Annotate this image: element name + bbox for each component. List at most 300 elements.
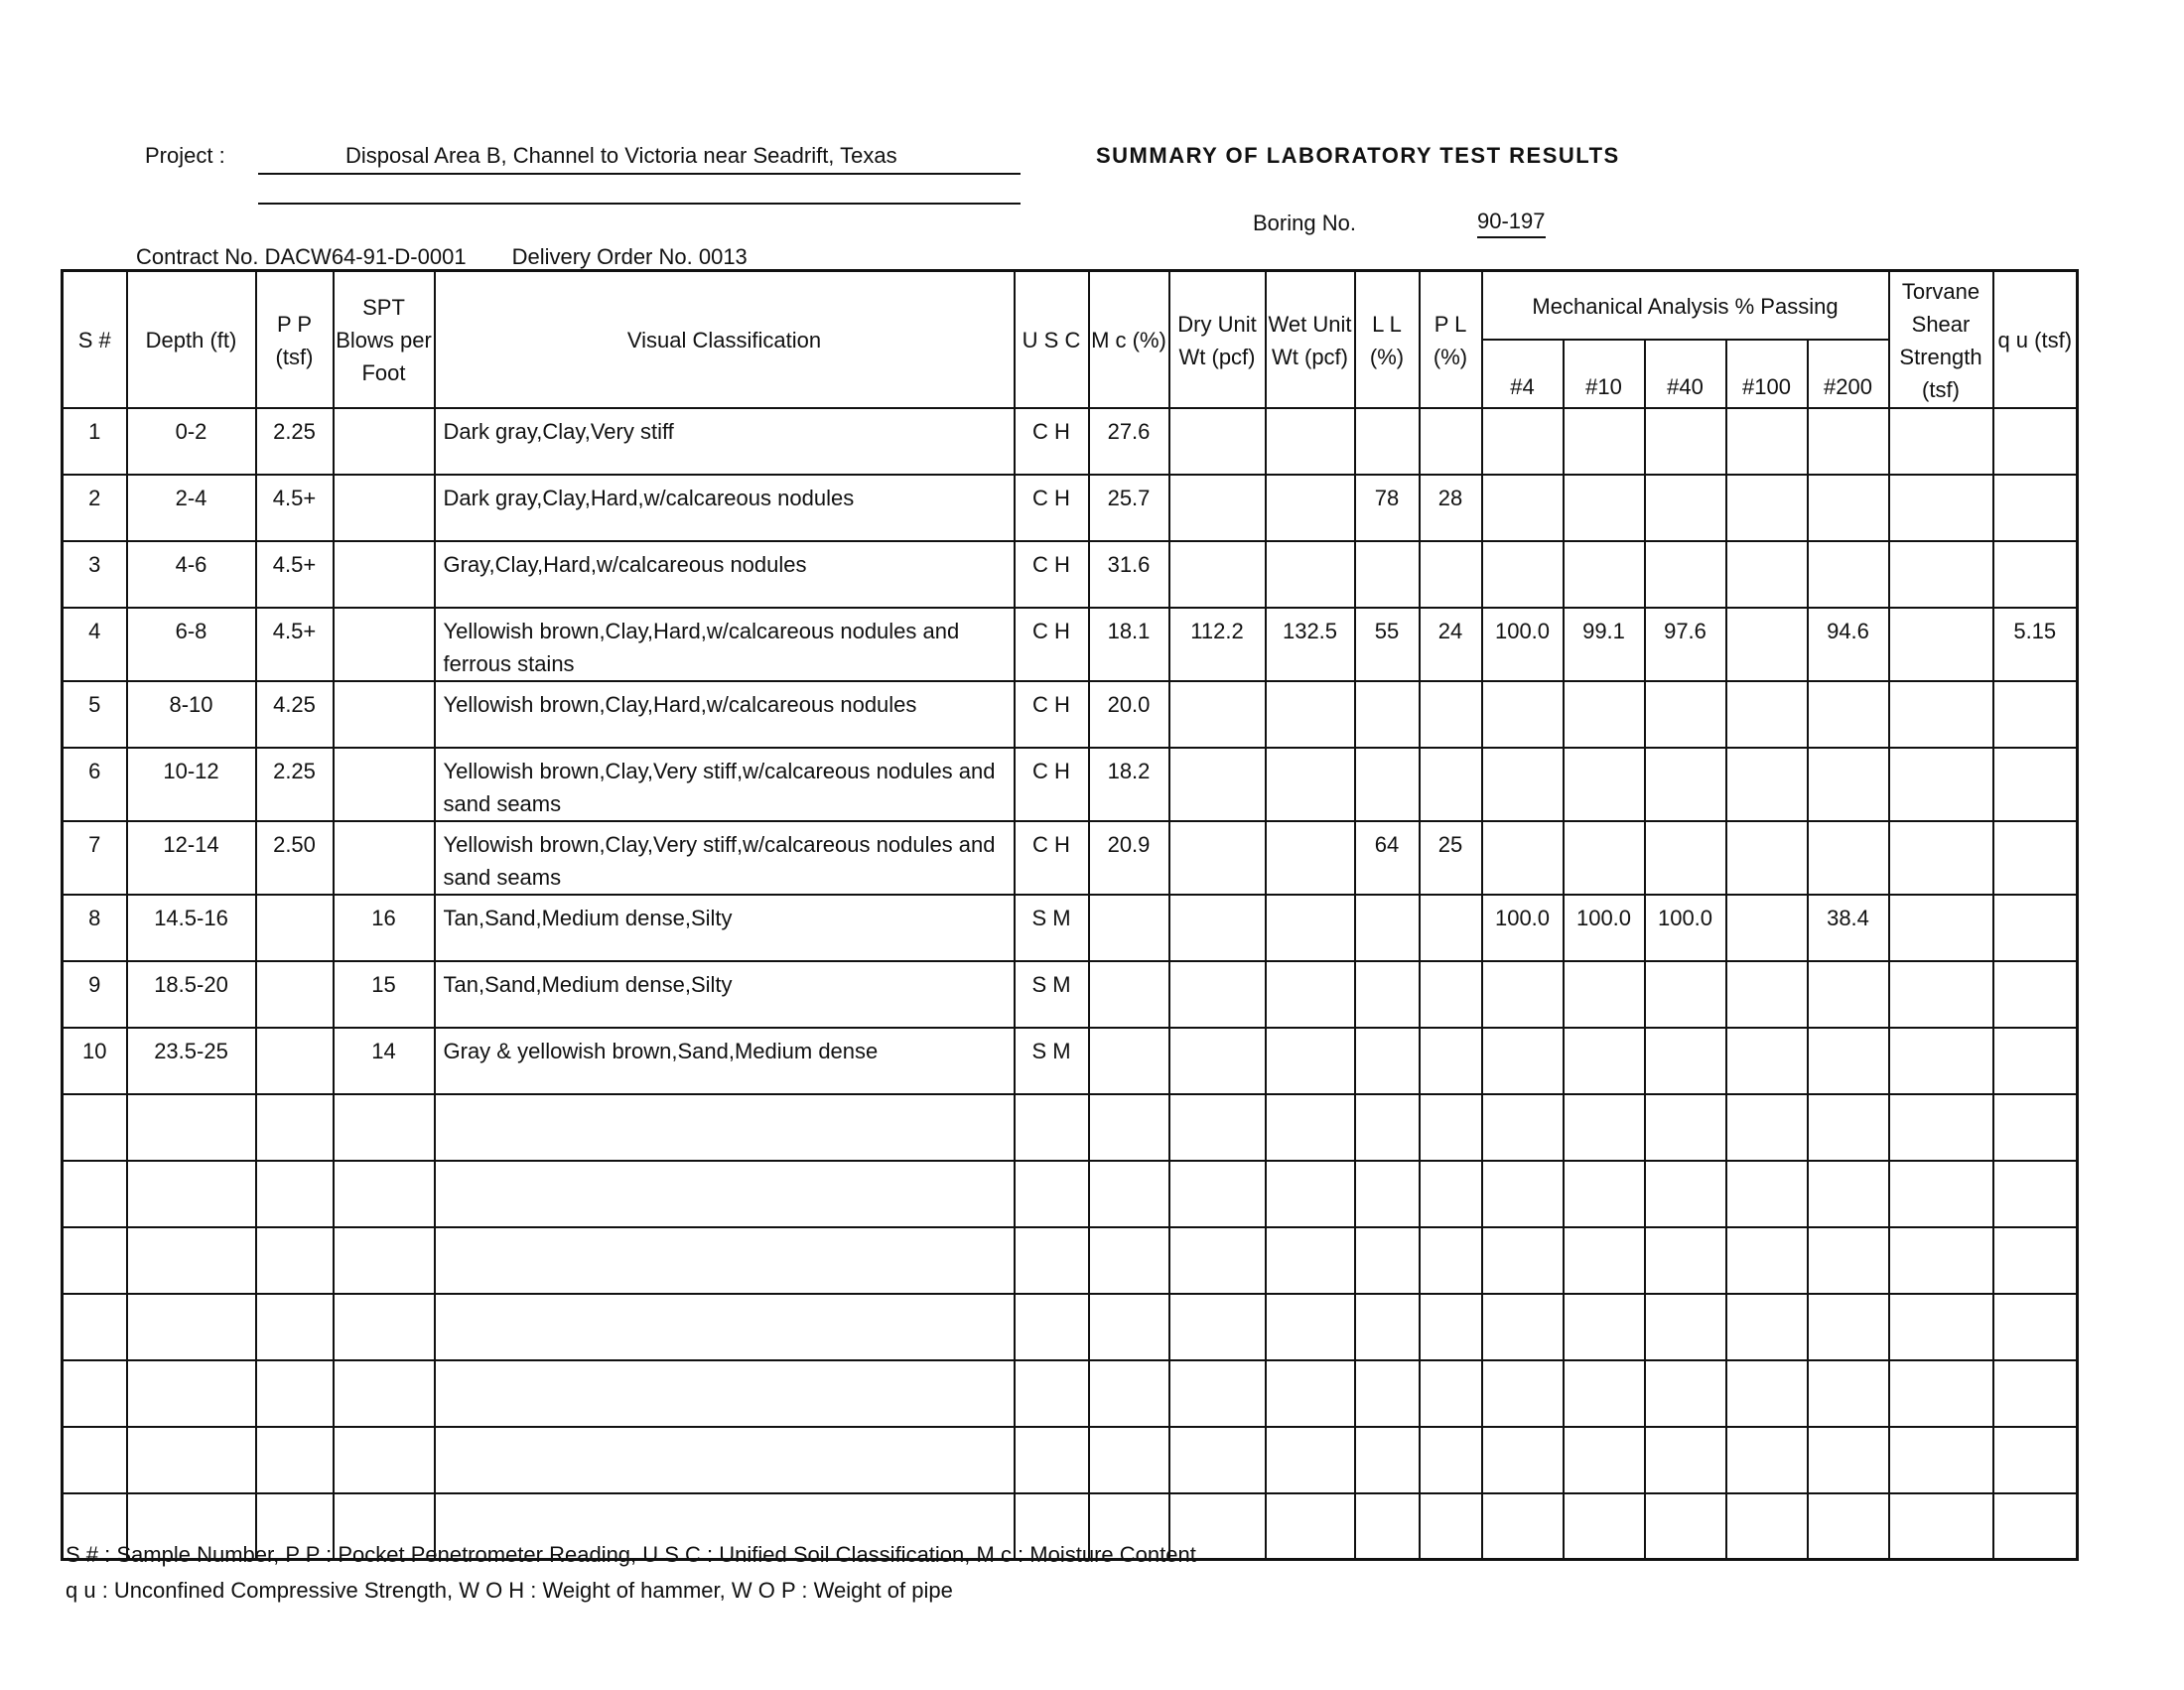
empty-cell <box>256 1161 334 1227</box>
empty-cell <box>1266 1227 1355 1294</box>
empty-cell <box>1266 1427 1355 1493</box>
empty-cell <box>63 1360 127 1427</box>
cell-torvane <box>1889 1028 1993 1094</box>
cell-s200 <box>1808 475 1889 541</box>
header-pl: P L (%) <box>1420 271 1482 408</box>
empty-row <box>63 1360 2078 1427</box>
empty-cell <box>1089 1294 1169 1360</box>
cell-wet <box>1266 1028 1355 1094</box>
cell-pl: 28 <box>1420 475 1482 541</box>
empty-cell <box>435 1427 1015 1493</box>
empty-cell <box>1169 1360 1266 1427</box>
header-mechanical-analysis: Mechanical Analysis % Passing <box>1482 271 1889 340</box>
cell-s40 <box>1645 541 1726 608</box>
cell-torvane <box>1889 821 1993 895</box>
cell-pl: 25 <box>1420 821 1482 895</box>
empty-cell <box>334 1094 435 1161</box>
cell-pl <box>1420 541 1482 608</box>
empty-cell <box>1089 1427 1169 1493</box>
cell-s10 <box>1564 541 1645 608</box>
empty-cell <box>1355 1294 1420 1360</box>
empty-row <box>63 1094 2078 1161</box>
cell-s200 <box>1808 961 1889 1028</box>
cell-usc: C H <box>1015 541 1089 608</box>
empty-cell <box>256 1094 334 1161</box>
empty-cell <box>127 1427 256 1493</box>
header-ll: L L (%) <box>1355 271 1420 408</box>
empty-cell <box>1726 1294 1808 1360</box>
cell-s4 <box>1482 408 1564 475</box>
cell-pl <box>1420 961 1482 1028</box>
empty-cell <box>1564 1294 1645 1360</box>
cell-spt: 16 <box>334 895 435 961</box>
empty-cell <box>435 1161 1015 1227</box>
header-sieve-4: #4 <box>1482 340 1564 408</box>
cell-s100 <box>1726 748 1808 821</box>
table-row <box>63 821 2078 895</box>
cell-s: 6 <box>63 748 127 821</box>
cell-s4 <box>1482 961 1564 1028</box>
cell-mc: 18.1 <box>1089 608 1169 681</box>
cell-s4 <box>1482 475 1564 541</box>
cell-s4 <box>1482 821 1564 895</box>
cell-mc: 25.7 <box>1089 475 1169 541</box>
cell-desc: Dark gray,Clay,Very stiff <box>435 408 1015 475</box>
cell-s100 <box>1726 821 1808 895</box>
header-sieve-10: #10 <box>1564 340 1645 408</box>
cell-pl <box>1420 748 1482 821</box>
empty-cell <box>63 1227 127 1294</box>
cell-s10: 99.1 <box>1564 608 1645 681</box>
cell-spt <box>334 475 435 541</box>
empty-cell <box>1355 1427 1420 1493</box>
cell-desc: Gray,Clay,Hard,w/calcareous nodules <box>435 541 1015 608</box>
cell-ll <box>1355 748 1420 821</box>
empty-cell <box>1808 1360 1889 1427</box>
cell-qu <box>1993 961 2078 1028</box>
cell-s: 10 <box>63 1028 127 1094</box>
empty-cell <box>334 1427 435 1493</box>
table-row <box>63 748 2078 821</box>
cell-ll: 78 <box>1355 475 1420 541</box>
cell-s: 9 <box>63 961 127 1028</box>
cell-qu <box>1993 748 2078 821</box>
empty-cell <box>1169 1227 1266 1294</box>
empty-cell <box>1169 1161 1266 1227</box>
empty-cell <box>1266 1161 1355 1227</box>
cell-pp <box>256 961 334 1028</box>
empty-cell <box>1355 1161 1420 1227</box>
empty-cell <box>1355 1493 1420 1560</box>
cell-spt <box>334 681 435 748</box>
cell-usc: C H <box>1015 475 1089 541</box>
cell-s100 <box>1726 475 1808 541</box>
empty-cell <box>256 1427 334 1493</box>
empty-cell <box>1808 1493 1889 1560</box>
empty-cell <box>1564 1427 1645 1493</box>
cell-mc: 27.6 <box>1089 408 1169 475</box>
cell-spt <box>334 541 435 608</box>
cell-spt: 14 <box>334 1028 435 1094</box>
cell-usc: C H <box>1015 748 1089 821</box>
cell-depth: 8-10 <box>127 681 256 748</box>
cell-s4 <box>1482 748 1564 821</box>
empty-cell <box>1169 1094 1266 1161</box>
cell-depth: 10-12 <box>127 748 256 821</box>
empty-cell <box>1266 1094 1355 1161</box>
cell-desc: Tan,Sand,Medium dense,Silty <box>435 961 1015 1028</box>
empty-cell <box>1889 1493 1993 1560</box>
cell-s40 <box>1645 475 1726 541</box>
cell-pl <box>1420 895 1482 961</box>
cell-pl <box>1420 681 1482 748</box>
empty-cell <box>127 1094 256 1161</box>
empty-cell <box>1645 1161 1726 1227</box>
cell-ll: 64 <box>1355 821 1420 895</box>
empty-cell <box>1015 1360 1089 1427</box>
empty-cell <box>1645 1493 1726 1560</box>
empty-cell <box>1889 1094 1993 1161</box>
cell-wet <box>1266 895 1355 961</box>
results-body <box>63 408 2078 1560</box>
empty-cell <box>1482 1294 1564 1360</box>
cell-spt <box>334 608 435 681</box>
empty-cell <box>127 1294 256 1360</box>
cell-mc <box>1089 1028 1169 1094</box>
cell-pp: 4.25 <box>256 681 334 748</box>
empty-cell <box>1089 1161 1169 1227</box>
cell-dry <box>1169 748 1266 821</box>
lab-results-table <box>61 269 2079 1561</box>
cell-pp: 4.5+ <box>256 475 334 541</box>
table-row <box>63 681 2078 748</box>
table-row <box>63 895 2078 961</box>
empty-cell <box>1355 1360 1420 1427</box>
empty-cell <box>1266 1493 1355 1560</box>
cell-ll: 55 <box>1355 608 1420 681</box>
empty-cell <box>1889 1227 1993 1294</box>
empty-cell <box>1420 1360 1482 1427</box>
empty-cell <box>1726 1094 1808 1161</box>
empty-cell <box>1089 1360 1169 1427</box>
empty-cell <box>1015 1427 1089 1493</box>
empty-cell <box>435 1227 1015 1294</box>
header-wet-unit-wt: Wet Unit Wt (pcf) <box>1266 271 1355 408</box>
empty-cell <box>1889 1161 1993 1227</box>
cell-s40 <box>1645 821 1726 895</box>
cell-s200: 94.6 <box>1808 608 1889 681</box>
legend-line-1: S # : Sample Number, P P : Pocket Penetrometer Reading, U S C : Unified Soil Classification, M c : Moisture Content <box>66 1542 1196 1567</box>
empty-cell <box>127 1227 256 1294</box>
header-sieve-40: #40 <box>1645 340 1726 408</box>
empty-cell <box>1355 1227 1420 1294</box>
empty-cell <box>1808 1227 1889 1294</box>
cell-s: 7 <box>63 821 127 895</box>
cell-torvane <box>1889 748 1993 821</box>
cell-desc: Tan,Sand,Medium dense,Silty <box>435 895 1015 961</box>
empty-cell <box>1420 1493 1482 1560</box>
cell-s10 <box>1564 961 1645 1028</box>
empty-cell <box>1645 1094 1726 1161</box>
legend-line-2: q u : Unconfined Compressive Strength, W O H : Weight of hammer, W O P : Weight of pipe <box>66 1578 953 1603</box>
cell-s4 <box>1482 541 1564 608</box>
empty-cell <box>435 1094 1015 1161</box>
cell-wet: 132.5 <box>1266 608 1355 681</box>
cell-pl <box>1420 408 1482 475</box>
table-row <box>63 1028 2078 1094</box>
table-row <box>63 608 2078 681</box>
cell-dry <box>1169 821 1266 895</box>
cell-desc: Yellowish brown,Clay,Hard,w/calcareous nodules <box>435 681 1015 748</box>
empty-cell <box>1420 1294 1482 1360</box>
table-row <box>63 541 2078 608</box>
empty-cell <box>1015 1094 1089 1161</box>
empty-cell <box>435 1294 1015 1360</box>
cell-torvane <box>1889 895 1993 961</box>
cell-s10 <box>1564 408 1645 475</box>
empty-cell <box>1993 1360 2078 1427</box>
empty-cell <box>1808 1094 1889 1161</box>
cell-dry <box>1169 475 1266 541</box>
empty-cell <box>127 1161 256 1227</box>
empty-cell <box>334 1360 435 1427</box>
cell-torvane <box>1889 608 1993 681</box>
cell-s200 <box>1808 748 1889 821</box>
empty-cell <box>1645 1360 1726 1427</box>
cell-s200 <box>1808 408 1889 475</box>
cell-s40: 100.0 <box>1645 895 1726 961</box>
cell-s100 <box>1726 541 1808 608</box>
empty-cell <box>1808 1161 1889 1227</box>
cell-torvane <box>1889 408 1993 475</box>
cell-s40 <box>1645 681 1726 748</box>
empty-cell <box>1355 1094 1420 1161</box>
cell-usc: C H <box>1015 608 1089 681</box>
header-depth: Depth (ft) <box>127 271 256 408</box>
project-underline <box>258 203 1021 205</box>
empty-cell <box>1420 1094 1482 1161</box>
contract-number: Contract No. DACW64-91-D-0001 <box>136 244 467 269</box>
cell-usc: C H <box>1015 821 1089 895</box>
project-name: Disposal Area B, Channel to Victoria near Seadrift, Texas <box>258 143 1021 175</box>
cell-ll <box>1355 961 1420 1028</box>
cell-desc: Dark gray,Clay,Hard,w/calcareous nodules <box>435 475 1015 541</box>
empty-cell <box>1089 1094 1169 1161</box>
cell-s10 <box>1564 821 1645 895</box>
empty-cell <box>1726 1360 1808 1427</box>
cell-desc: Gray & yellowish brown,Sand,Medium dense <box>435 1028 1015 1094</box>
cell-dry <box>1169 1028 1266 1094</box>
cell-s100 <box>1726 961 1808 1028</box>
empty-cell <box>334 1227 435 1294</box>
cell-depth: 6-8 <box>127 608 256 681</box>
header-torvane: Torvane Shear Strength (tsf) <box>1889 271 1993 408</box>
header-sample: S # <box>63 271 127 408</box>
cell-s10 <box>1564 475 1645 541</box>
cell-s10 <box>1564 681 1645 748</box>
empty-cell <box>1564 1094 1645 1161</box>
cell-s4: 100.0 <box>1482 895 1564 961</box>
empty-cell <box>256 1360 334 1427</box>
empty-cell <box>1889 1427 1993 1493</box>
cell-dry: 112.2 <box>1169 608 1266 681</box>
empty-row <box>63 1294 2078 1360</box>
cell-s100 <box>1726 408 1808 475</box>
cell-wet <box>1266 541 1355 608</box>
cell-ll <box>1355 408 1420 475</box>
cell-s4: 100.0 <box>1482 608 1564 681</box>
cell-pp <box>256 1028 334 1094</box>
cell-pp <box>256 895 334 961</box>
cell-s: 2 <box>63 475 127 541</box>
cell-depth: 18.5-20 <box>127 961 256 1028</box>
cell-qu <box>1993 1028 2078 1094</box>
empty-cell <box>1993 1493 2078 1560</box>
project-label: Project : <box>145 143 225 168</box>
cell-s100 <box>1726 1028 1808 1094</box>
empty-cell <box>1993 1094 2078 1161</box>
cell-s200 <box>1808 821 1889 895</box>
empty-cell <box>1482 1161 1564 1227</box>
cell-dry <box>1169 541 1266 608</box>
empty-cell <box>1726 1427 1808 1493</box>
cell-wet <box>1266 408 1355 475</box>
empty-cell <box>1482 1493 1564 1560</box>
boring-label: Boring No. <box>1253 211 1356 235</box>
cell-qu: 5.15 <box>1993 608 2078 681</box>
cell-s100 <box>1726 681 1808 748</box>
cell-s200 <box>1808 681 1889 748</box>
cell-s40 <box>1645 748 1726 821</box>
empty-cell <box>1808 1294 1889 1360</box>
cell-wet <box>1266 681 1355 748</box>
empty-cell <box>1420 1427 1482 1493</box>
cell-spt <box>334 821 435 895</box>
page-title: SUMMARY OF LABORATORY TEST RESULTS <box>1096 143 1620 168</box>
empty-cell <box>1993 1227 2078 1294</box>
empty-row <box>63 1161 2078 1227</box>
empty-cell <box>1889 1360 1993 1427</box>
cell-qu <box>1993 821 2078 895</box>
cell-s40 <box>1645 961 1726 1028</box>
empty-cell <box>1482 1227 1564 1294</box>
empty-cell <box>1564 1161 1645 1227</box>
cell-depth: 14.5-16 <box>127 895 256 961</box>
empty-cell <box>1889 1294 1993 1360</box>
cell-s4 <box>1482 681 1564 748</box>
empty-cell <box>1645 1294 1726 1360</box>
empty-cell <box>1564 1360 1645 1427</box>
header-spt: SPT Blows per Foot <box>334 271 435 408</box>
cell-s10 <box>1564 1028 1645 1094</box>
empty-cell <box>1726 1161 1808 1227</box>
header-sieve-100: #100 <box>1726 340 1808 408</box>
empty-cell <box>1015 1227 1089 1294</box>
cell-wet <box>1266 961 1355 1028</box>
cell-s4 <box>1482 1028 1564 1094</box>
cell-s200: 38.4 <box>1808 895 1889 961</box>
cell-s40 <box>1645 408 1726 475</box>
empty-cell <box>1993 1427 2078 1493</box>
cell-depth: 0-2 <box>127 408 256 475</box>
cell-usc: S M <box>1015 895 1089 961</box>
cell-ll <box>1355 541 1420 608</box>
empty-cell <box>1808 1427 1889 1493</box>
boring-number: 90-197 <box>1477 209 1546 238</box>
cell-s200 <box>1808 1028 1889 1094</box>
cell-ll <box>1355 895 1420 961</box>
header-usc: U S C <box>1015 271 1089 408</box>
cell-pp: 4.5+ <box>256 541 334 608</box>
cell-dry <box>1169 895 1266 961</box>
cell-pp: 4.5+ <box>256 608 334 681</box>
empty-row <box>63 1227 2078 1294</box>
empty-cell <box>127 1360 256 1427</box>
cell-desc: Yellowish brown,Clay,Very stiff,w/calcareous nodules and sand seams <box>435 748 1015 821</box>
empty-cell <box>435 1360 1015 1427</box>
cell-mc <box>1089 895 1169 961</box>
empty-cell <box>1726 1227 1808 1294</box>
empty-cell <box>1726 1493 1808 1560</box>
cell-qu <box>1993 895 2078 961</box>
empty-cell <box>1645 1427 1726 1493</box>
cell-torvane <box>1889 475 1993 541</box>
empty-cell <box>1089 1227 1169 1294</box>
empty-cell <box>1015 1161 1089 1227</box>
cell-mc <box>1089 961 1169 1028</box>
empty-cell <box>1482 1427 1564 1493</box>
cell-pp: 2.50 <box>256 821 334 895</box>
empty-cell <box>63 1294 127 1360</box>
header-mc: M c (%) <box>1089 271 1169 408</box>
cell-depth: 4-6 <box>127 541 256 608</box>
empty-cell <box>1482 1094 1564 1161</box>
cell-s: 3 <box>63 541 127 608</box>
empty-cell <box>256 1294 334 1360</box>
cell-wet <box>1266 821 1355 895</box>
empty-cell <box>334 1161 435 1227</box>
cell-wet <box>1266 475 1355 541</box>
cell-pp: 2.25 <box>256 748 334 821</box>
cell-qu <box>1993 408 2078 475</box>
header-dry-unit-wt: Dry Unit Wt (pcf) <box>1169 271 1266 408</box>
empty-cell <box>1169 1427 1266 1493</box>
cell-depth: 12-14 <box>127 821 256 895</box>
cell-qu <box>1993 681 2078 748</box>
empty-row <box>63 1427 2078 1493</box>
cell-mc: 20.0 <box>1089 681 1169 748</box>
empty-cell <box>1015 1294 1089 1360</box>
delivery-order: Delivery Order No. 0013 <box>511 244 748 269</box>
table-row <box>63 961 2078 1028</box>
cell-s40: 97.6 <box>1645 608 1726 681</box>
empty-cell <box>1266 1294 1355 1360</box>
cell-s40 <box>1645 1028 1726 1094</box>
cell-usc: C H <box>1015 408 1089 475</box>
cell-s: 8 <box>63 895 127 961</box>
cell-usc: S M <box>1015 1028 1089 1094</box>
cell-depth: 23.5-25 <box>127 1028 256 1094</box>
cell-s: 4 <box>63 608 127 681</box>
empty-cell <box>256 1227 334 1294</box>
empty-cell <box>1420 1227 1482 1294</box>
cell-spt: 15 <box>334 961 435 1028</box>
cell-s100 <box>1726 608 1808 681</box>
empty-cell <box>1420 1161 1482 1227</box>
header-qu: q u (tsf) <box>1993 271 2078 408</box>
cell-s100 <box>1726 895 1808 961</box>
cell-desc: Yellowish brown,Clay,Very stiff,w/calcareous nodules and sand seams <box>435 821 1015 895</box>
